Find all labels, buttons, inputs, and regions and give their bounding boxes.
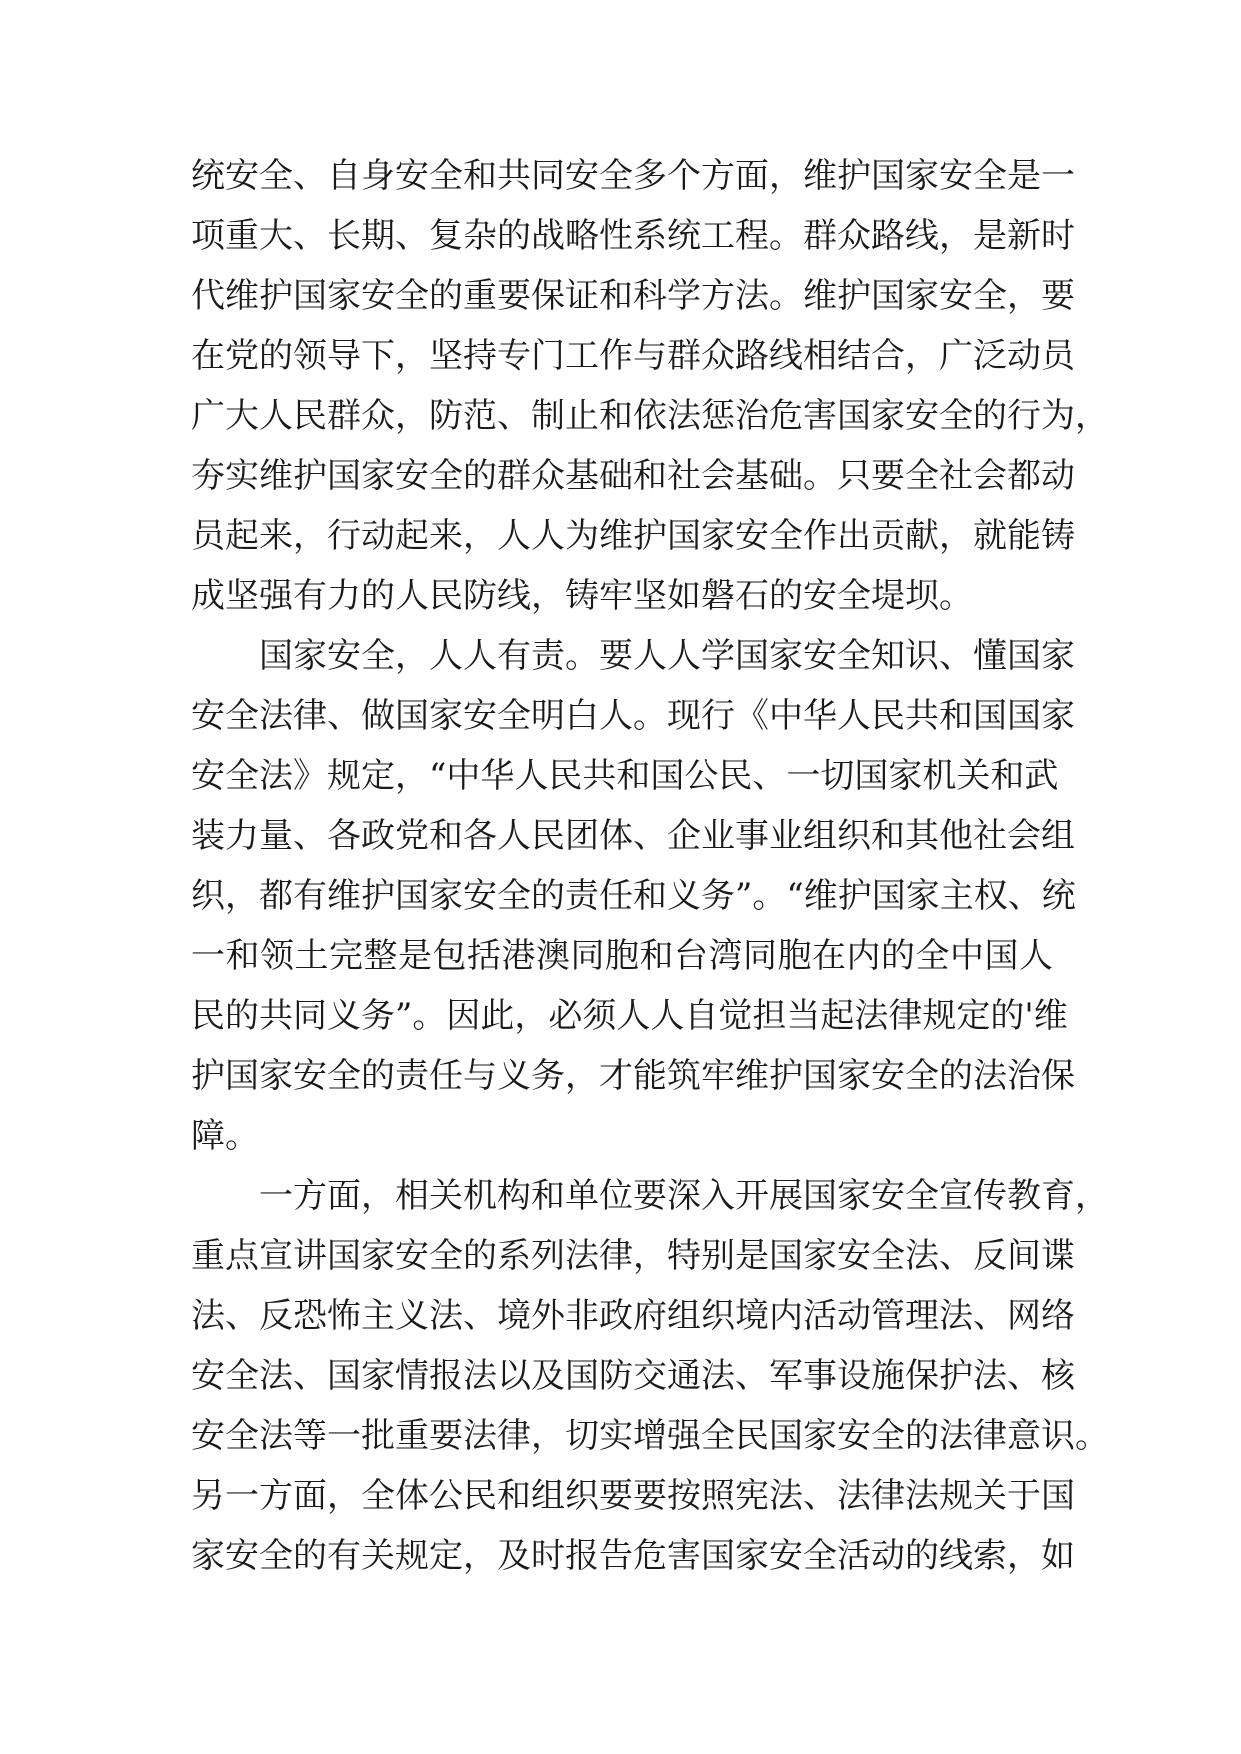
paragraph-line: 安全法律、做国家安全明白人。现行《中华人民共和国国家 [191, 696, 1075, 736]
paragraph-line: 广大人民群众，防范、制止和依法惩治危害国家安全的行为， [191, 396, 1109, 436]
paragraph-line: 民的共同义务”。因此，必须人人自觉担当起法律规定的'维 [191, 996, 1068, 1036]
paragraph-line: 安全法等一批重要法律，切实增强全民国家安全的法律意识。 [191, 1416, 1109, 1456]
paragraph-line: 法、反恐怖主义法、境外非政府组织境内活动管理法、网络 [191, 1296, 1075, 1336]
paragraph-1 [191, 146, 1109, 626]
paragraph-line: 一和领土完整是包括港澳同胞和台湾同胞在内的全中国人 [191, 936, 1053, 976]
paragraph-line: 障。 [191, 1116, 259, 1156]
paragraph-line: 国家安全，人人有责。要人人学国家安全知识、懂国家 [259, 636, 1075, 676]
paragraph-2 [191, 626, 1076, 1166]
paragraph-line: 护国家安全的责任与义务，才能筑牢维护国家安全的法治保 [191, 1056, 1075, 1096]
paragraph-3 [191, 1166, 1109, 1586]
paragraph-line: 统安全、自身安全和共同安全多个方面，维护国家安全是一 [191, 156, 1075, 196]
paragraph-line: 员起来，行动起来，人人为维护国家安全作出贡献，就能铸 [191, 516, 1075, 556]
paragraph-line: 织，都有维护国家安全的责任和义务”。“维护国家主权、统 [191, 876, 1076, 916]
paragraph-line: 重点宣讲国家安全的系列法律，特别是国家安全法、反间谍 [191, 1236, 1075, 1276]
paragraph-line: 装力量、各政党和各人民团体、企业事业组织和其他社会组 [191, 816, 1075, 856]
paragraph-line: 在党的领导下，坚持专门工作与群众路线相结合，广泛动员 [191, 336, 1075, 376]
paragraph-line: 一方面，相关机构和单位要深入开展国家安全宣传教育， [259, 1176, 1109, 1216]
paragraph-line: 成坚强有力的人民防线，铸牢坚如磐石的安全堤坝。 [191, 576, 973, 616]
paragraph-line: 安全法》规定，“中华人民共和国公民、一切国家机关和武 [191, 756, 1059, 796]
paragraph-line: 夯实维护国家安全的群众基础和社会基础。只要全社会都动 [191, 456, 1075, 496]
paragraph-line: 代维护国家安全的重要保证和科学方法。维护国家安全，要 [191, 276, 1075, 316]
paragraph-line: 项重大、长期、复杂的战略性系统工程。群众路线，是新时 [191, 216, 1075, 256]
paragraph-line: 家安全的有关规定，及时报告危害国家安全活动的线索，如 [191, 1536, 1075, 1576]
paragraph-line: 另一方面，全体公民和组织要要按照宪法、法律法规关于国 [191, 1476, 1075, 1516]
paragraph-line: 安全法、国家情报法以及国防交通法、军事设施保护法、核 [191, 1356, 1075, 1396]
